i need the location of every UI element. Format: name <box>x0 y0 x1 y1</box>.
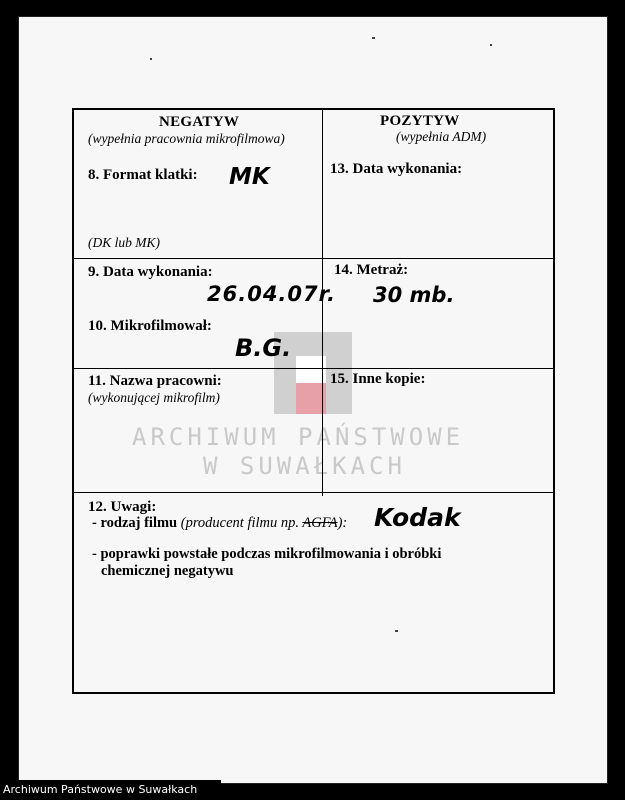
archive-footer: Archiwum Państwowe w Suwałkach <box>0 780 221 800</box>
negative-date-label: 9. Data wykonania: <box>88 264 213 280</box>
remarks-label: 12. Uwagi: <box>88 499 157 515</box>
lab-name-label: 11. Nazwa pracowni: <box>88 373 222 389</box>
row-divider <box>74 368 553 369</box>
metraz-label: 14. Metraż: <box>334 262 409 278</box>
negatyw-subtitle: (wypełnia pracownia mikrofilmowa) <box>88 131 285 146</box>
row-divider <box>74 258 553 259</box>
watermark-line2: W SUWAŁKACH <box>203 452 406 480</box>
film-hint-struck: AGFA <box>302 515 338 531</box>
corrections-line1: - poprawki powstałe podczas mikrofilmowania i obróbki <box>92 546 442 562</box>
row-divider <box>74 492 553 493</box>
format-hint: (DK lub MK) <box>88 235 160 250</box>
negatyw-title: NEGATYW <box>159 114 240 130</box>
other-copies-label: 15. Inne kopie: <box>330 371 426 387</box>
format-label: 8. Format klatki: <box>88 167 198 183</box>
corrections-line2: chemicznej negatywu <box>101 563 234 579</box>
microfilmed-by-value: B.G. <box>235 334 292 362</box>
scan-speck <box>372 37 375 39</box>
pozytyw-subtitle: (wypełnia ADM) <box>396 129 487 144</box>
watermark-line1: ARCHIWUM PAŃSTWOWE <box>132 423 465 451</box>
film-hint-end: ): <box>337 515 348 531</box>
negative-date-value: 26.04.07r. <box>207 282 336 306</box>
lab-name-hint: (wykonującej mikrofilm) <box>88 390 220 405</box>
film-type-prefix: - rodzaj filmu <box>92 515 178 531</box>
microfilm-form <box>72 108 555 694</box>
microfilmed-by-label: 10. Mikrofilmował: <box>88 318 212 334</box>
positive-date-label: 13. Data wykonania: <box>330 161 463 177</box>
scan-speck <box>490 44 492 46</box>
film-hint-start: (producent filmu np. <box>180 515 303 531</box>
metraz-value: 30 mb. <box>373 283 455 307</box>
film-type-line <box>92 515 347 532</box>
format-value: MK <box>229 164 270 190</box>
scan-speck <box>150 58 152 60</box>
film-type-value: Kodak <box>374 503 461 532</box>
pozytyw-title: POZYTYW <box>380 113 460 129</box>
